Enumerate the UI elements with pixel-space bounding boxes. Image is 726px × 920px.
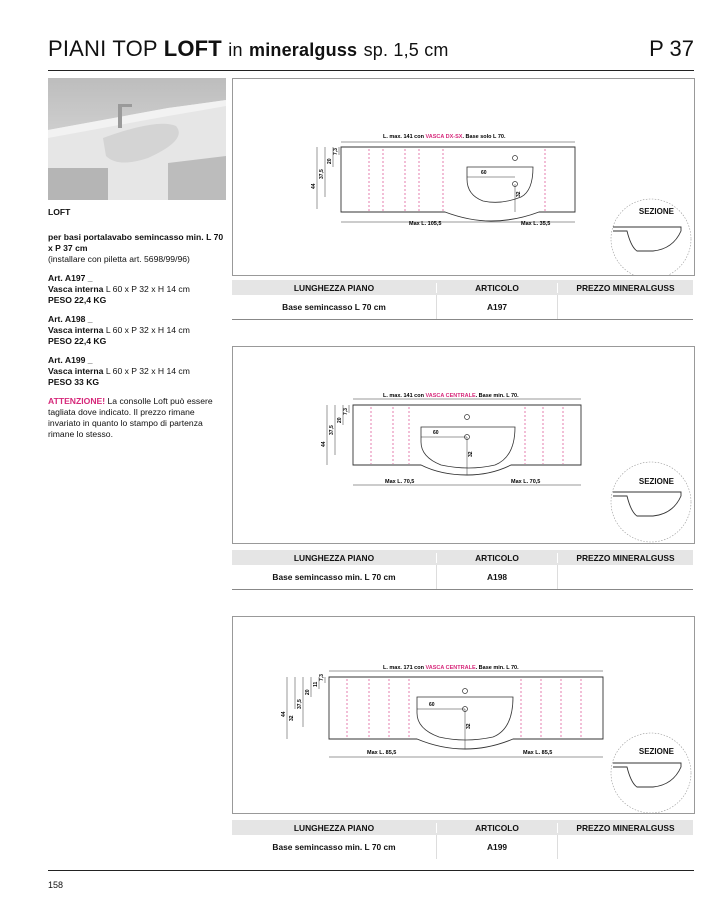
article-weight: PESO 33 KG [48,377,100,387]
basin-label: Vasca interna [48,325,104,335]
header-price: PREZZO MINERALGUSS [557,823,693,833]
top-dimension-label: L. max. 171 con VASCA CENTRALE. Base min. L 70. [383,665,519,671]
drawing-panel-a197 [232,78,695,276]
header-length: LUNGHEZZA PIANO [293,822,375,833]
dim-v: 7,3 [333,148,339,155]
technical-drawing [233,347,694,543]
bottom-dim-right: Max L. 70,5 [511,479,541,485]
cell-price [557,565,693,589]
page-reference: P 37 [649,36,694,61]
header-length: LUNGHEZZA PIANO [293,552,375,563]
drawing-panel-a199 [232,616,695,814]
section-label: SEZIONE [638,207,674,216]
technical-drawing [233,79,694,275]
price-table-a197 [232,280,693,320]
header-article: ARTICOLO [436,283,557,293]
header-price: PREZZO MINERALGUSS [557,283,693,293]
dim-32: 32 [466,723,472,729]
cell-length: Base semincasso L 70 cm [282,302,386,312]
header-length: LUNGHEZZA PIANO [293,282,375,293]
dim-v: 7,3 [343,408,349,415]
table-row [232,835,693,859]
dim-v: 37,5 [329,425,335,435]
table-row [232,295,693,320]
title-prefix: PIANI TOP [48,36,158,61]
article-code: Art. A198 _ [48,314,93,324]
basin-label: Vasca interna [48,284,104,294]
basin-label: Vasca interna [48,366,104,376]
dim-v: 11 [313,681,319,687]
title-thickness: sp. 1,5 cm [363,40,449,60]
product-description [48,207,228,448]
top-dimension-label: L. max. 141 con VASCA DX-SX. Base solo L 70. [383,134,506,140]
title-product: LOFT [163,36,222,61]
dim-v: 20 [327,158,333,164]
header-price: PREZZO MINERALGUSS [557,553,693,563]
header-article: ARTICOLO [436,553,557,563]
table-row [232,565,693,590]
page-number: 158 [48,880,64,890]
table-header [232,820,693,835]
dim-32: 32 [516,191,522,197]
article-code: Art. A197 _ [48,273,93,283]
price-table-a198 [232,550,693,590]
dim-v: 37,5 [297,699,303,709]
cell-article: A199 [436,835,557,859]
section-label: SEZIONE [638,747,674,756]
attention-label: ATTENZIONE! [48,396,106,406]
cell-price [557,835,693,859]
page-title [48,36,449,62]
article-weight: PESO 22,4 KG [48,336,107,346]
dim-60: 60 [429,702,435,708]
bottom-dim-right: Max L. 35,5 [521,221,551,227]
cell-price [557,295,693,319]
product-spec: per basi portalavabo semincasso min. L 70 x P 37 cm [48,232,224,253]
dim-v: 37,5 [319,169,325,179]
dim-v: 20 [305,689,311,695]
basin-dims: L 60 x P 32 x H 14 cm [105,325,190,335]
header-article: ARTICOLO [436,823,557,833]
top-dimension-label: L. max. 141 con VASCA CENTRALE. Base min. L 70. [383,393,519,399]
attention-text: La consolle Loft può essere tagliata dove indicato. Il prezzo rimane invariato in quanto lo stampo di partenza rimane lo stesso. [48,396,213,439]
title-material: mineralguss [249,40,358,60]
product-photo [48,78,226,200]
dim-60: 60 [433,430,439,436]
article-weight: PESO 22,4 KG [48,295,107,305]
dim-v: 7,3 [319,674,325,681]
cell-length: Base semincasso min. L 70 cm [272,572,396,582]
basin-dims: L 60 x P 32 x H 14 cm [105,284,190,294]
price-table-a199 [232,820,693,859]
article-code: Art. A199 _ [48,355,93,365]
drawing-panel-a198 [232,346,695,544]
dim-v: 20 [337,417,343,423]
bottom-dim-left: Max L. 105,5 [409,221,442,227]
bottom-dim-left: Max L. 85,5 [367,750,397,756]
table-header [232,280,693,295]
section-label: SEZIONE [638,477,674,486]
dim-v: 32 [289,715,295,721]
bottom-dim-left: Max L. 70,5 [385,479,415,485]
header-divider [48,70,694,71]
cell-article: A198 [436,565,557,589]
cell-length: Base semincasso min. L 70 cm [272,842,396,852]
dim-60: 60 [481,170,487,176]
dim-32: 32 [468,451,474,457]
dim-v: 44 [311,183,317,189]
dim-v: 44 [321,441,327,447]
footer-divider [48,870,694,871]
dim-v: 44 [281,711,287,717]
technical-drawing [233,617,694,813]
cell-article: A197 [436,295,557,319]
title-in: in [228,40,243,60]
bottom-dim-right: Max L. 85,5 [523,750,553,756]
product-name: LOFT [48,207,71,217]
product-note: (installare con piletta art. 5698/99/96) [48,254,190,264]
basin-dims: L 60 x P 32 x H 14 cm [105,366,190,376]
table-header [232,550,693,565]
